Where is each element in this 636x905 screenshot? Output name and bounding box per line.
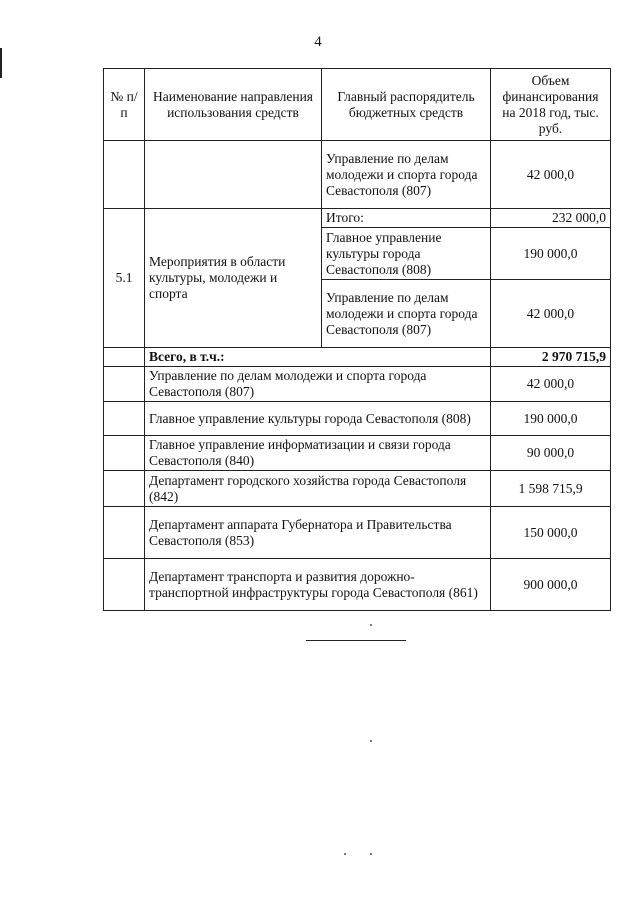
header-name: Наименование направления использования средств xyxy=(145,69,322,141)
row-num-cell xyxy=(104,402,145,436)
row-administrator: Главное управление культуры города Севастополя (808) xyxy=(322,228,491,280)
table-row xyxy=(104,559,611,611)
row-label: Департамент транспорта и развития дорожно-транспортной инфраструктуры города Севастополя (861) xyxy=(145,559,491,611)
row-amount: 1 598 715,9 xyxy=(491,471,611,507)
header-administrator: Главный распорядитель бюджетных средств xyxy=(322,69,491,141)
page-number: 4 xyxy=(314,34,322,50)
row-amount: 232 000,0 xyxy=(491,209,611,228)
scan-speck xyxy=(344,853,346,855)
row-num-cell xyxy=(104,471,145,507)
row-administrator: Итого: xyxy=(322,209,491,228)
row-amount: 42 000,0 xyxy=(491,141,611,209)
table-row xyxy=(104,141,611,209)
row-label: Департамент городского хозяйства города Севастополя (842) xyxy=(145,471,491,507)
row-amount: 190 000,0 xyxy=(491,402,611,436)
row-label: Главное управление информатизации и связи города Севастополя (840) xyxy=(145,436,491,471)
row-num-cell xyxy=(104,141,145,209)
margin-mark xyxy=(0,48,2,78)
end-rule xyxy=(306,640,406,641)
total-amount: 2 970 715,9 xyxy=(491,348,611,367)
row-amount: 190 000,0 xyxy=(491,228,611,280)
row-num: 5.1 xyxy=(104,209,145,348)
row-num-cell xyxy=(104,436,145,471)
row-label: Управление по делам молодежи и спорта города Севастополя (807) xyxy=(145,367,491,402)
total-label: Всего, в т.ч.: xyxy=(145,348,491,367)
table-row xyxy=(104,402,611,436)
table-row xyxy=(104,436,611,471)
row-administrator: Управление по делам молодежи и спорта города Севастополя (807) xyxy=(322,280,491,348)
header-amount: Объем финансирования на 2018 год, тыс. руб. xyxy=(491,69,611,141)
table-row xyxy=(104,209,611,228)
row-label: Департамент аппарата Губернатора и Правительства Севастополя (853) xyxy=(145,507,491,559)
table-row xyxy=(104,507,611,559)
table-header-row xyxy=(104,69,611,141)
total-num-cell xyxy=(104,348,145,367)
row-administrator: Управление по делам молодежи и спорта города Севастополя (807) xyxy=(322,141,491,209)
row-num-cell xyxy=(104,559,145,611)
scan-speck xyxy=(370,624,372,626)
scan-speck xyxy=(370,853,372,855)
row-name-cell xyxy=(145,141,322,209)
row-amount: 90 000,0 xyxy=(491,436,611,471)
table-row xyxy=(104,471,611,507)
row-amount: 900 000,0 xyxy=(491,559,611,611)
row-num-cell xyxy=(104,507,145,559)
row-amount: 42 000,0 xyxy=(491,280,611,348)
row-num-cell xyxy=(104,367,145,402)
row-amount: 150 000,0 xyxy=(491,507,611,559)
budget-table xyxy=(103,68,611,611)
header-num: № п/п xyxy=(104,69,145,141)
row-name: Мероприятия в области культуры, молодежи и спорта xyxy=(145,209,322,348)
row-label: Главное управление культуры города Севастополя (808) xyxy=(145,402,491,436)
row-amount: 42 000,0 xyxy=(491,367,611,402)
table-row xyxy=(104,367,611,402)
scan-speck xyxy=(370,740,372,742)
total-row xyxy=(104,348,611,367)
